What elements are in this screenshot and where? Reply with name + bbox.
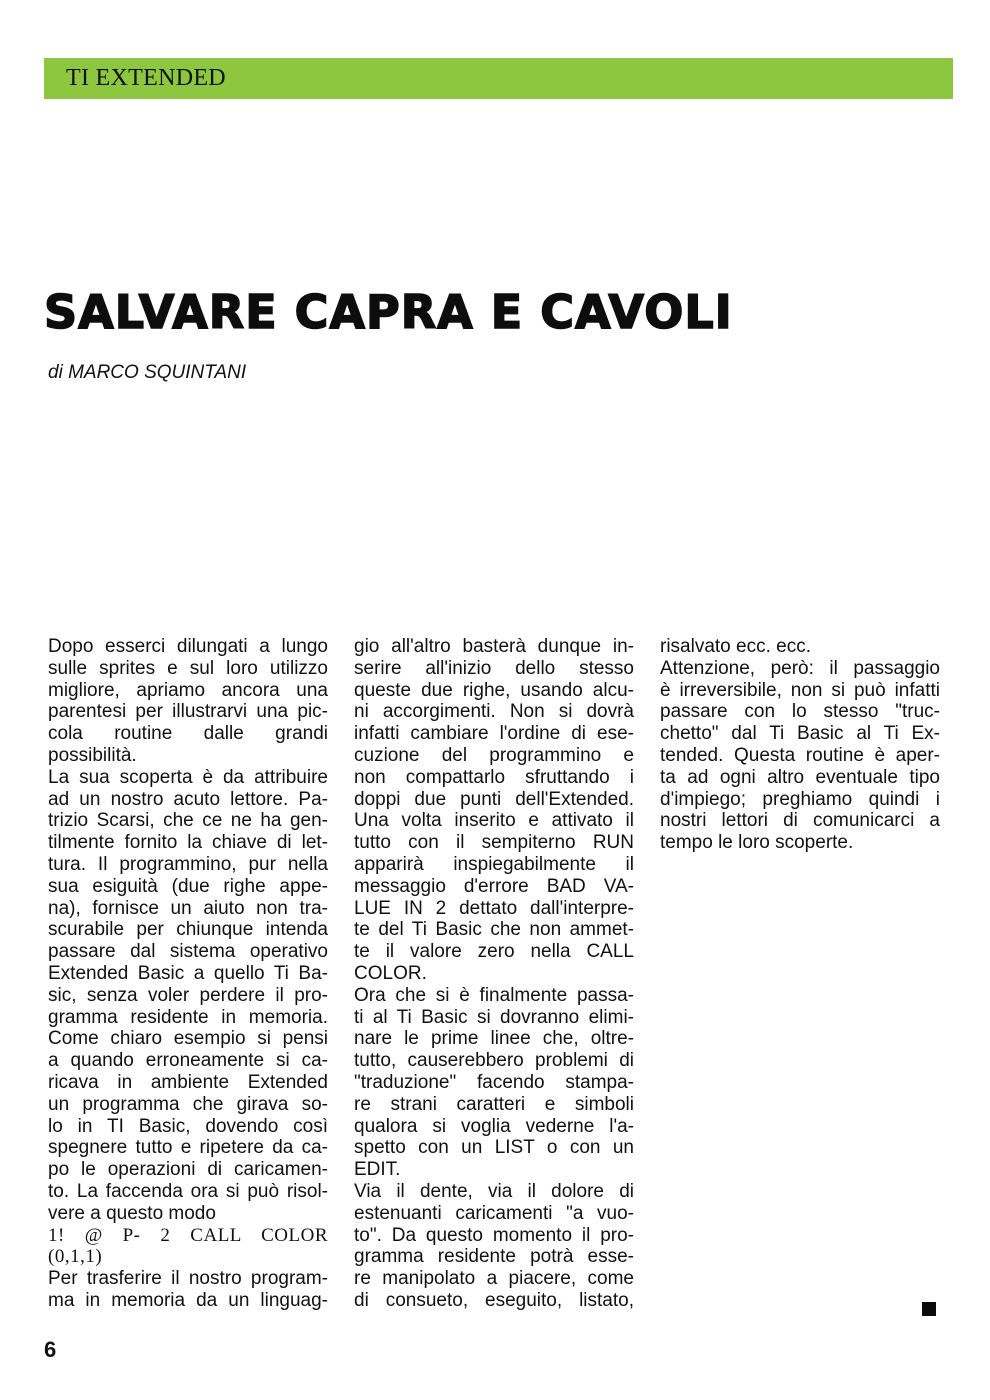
text-line: Ora che si è finalmente passa- bbox=[354, 984, 634, 1006]
page-number: 6 bbox=[44, 1337, 57, 1362]
article-byline: di MARCO SQUINTANI bbox=[48, 362, 247, 383]
end-of-article-square-icon bbox=[922, 1302, 936, 1316]
article-title: SALVARE CAPRA E CAVOLI bbox=[44, 285, 733, 339]
text-line: Come chiaro esempio si pensi bbox=[48, 1028, 328, 1050]
text-line: ma in memoria da un linguag- bbox=[48, 1289, 328, 1311]
text-line: Dopo esserci dilungati a lungo bbox=[48, 636, 328, 657]
text-line: sua esiguità (due righe appe- bbox=[48, 875, 328, 897]
text-line: parentesi per illustrarvi una pic- bbox=[48, 701, 328, 723]
text-line: doppi due punti dell'Extended. bbox=[354, 788, 634, 810]
text-line: COLOR. bbox=[354, 962, 427, 984]
text-line: tutto, causerebbero problemi di bbox=[354, 1050, 634, 1072]
text-line: ni accorgimenti. Non si dovrà bbox=[354, 701, 634, 723]
section-header-bar bbox=[44, 58, 953, 99]
text-line: d'impiego; preghiamo quindi i bbox=[660, 788, 940, 810]
text-line: apparirà inspiegabilmente il bbox=[354, 853, 634, 875]
text-line: Per trasferire il nostro program- bbox=[48, 1268, 328, 1290]
text-line: Via il dente, via il dolore di bbox=[354, 1180, 634, 1202]
text-line: queste due righe, usando alcu- bbox=[354, 679, 634, 701]
text-line: lo in TI Basic, dovendo così bbox=[48, 1115, 328, 1137]
text-line: infatti cambiare l'ordine di ese- bbox=[354, 723, 634, 745]
text-line: te del Ti Basic che non ammet- bbox=[354, 919, 634, 941]
text-line: Attenzione, però: il passaggio bbox=[660, 657, 940, 679]
article-column-1 bbox=[48, 636, 328, 1312]
text-line: qualora si voglia vederne l'a- bbox=[354, 1115, 634, 1137]
text-line: tempo le loro scoperte. bbox=[660, 832, 854, 854]
text-line: gramma residente in memoria. bbox=[48, 1006, 328, 1028]
text-line: "traduzione" facendo stampa- bbox=[354, 1071, 634, 1093]
text-line: cola routine dalle grandi bbox=[48, 723, 328, 745]
text-line: tended. Questa routine è aper- bbox=[660, 744, 940, 766]
text-line: estenuanti caricamenti "a vuo- bbox=[354, 1202, 634, 1224]
text-line: scurabile per chiunque intenda bbox=[48, 919, 328, 941]
text-line: to. La faccenda ora si può risol- bbox=[48, 1180, 328, 1202]
code-line: 1! @ P- 2 CALL COLOR bbox=[48, 1224, 328, 1246]
text-line: po le operazioni di caricamen- bbox=[48, 1159, 328, 1181]
text-line: Extended Basic a quello Ti Ba- bbox=[48, 962, 328, 984]
text-line: è irreversibile, non si può infatti bbox=[660, 679, 940, 701]
text-line: ta ad ogni altro eventuale tipo bbox=[660, 766, 940, 788]
text-line: a quando erroneamente si ca- bbox=[48, 1050, 328, 1072]
text-line: spegnere tutto e ripetere da ca- bbox=[48, 1137, 328, 1159]
text-line: La sua scoperta è da attribuire bbox=[48, 766, 328, 788]
text-line: ricava in ambiente Extended bbox=[48, 1071, 328, 1093]
text-line: cuzione del programmino e bbox=[354, 744, 634, 766]
section-label: TI EXTENDED bbox=[66, 65, 226, 91]
text-line: tilmente fornito la chiave di let- bbox=[48, 832, 328, 854]
text-line: re strani caratteri e simboli bbox=[354, 1093, 634, 1115]
text-line: di consueto, eseguito, listato, bbox=[354, 1289, 634, 1311]
article-column-3 bbox=[660, 636, 940, 854]
text-line: possibilità. bbox=[48, 744, 137, 766]
text-line: chetto" dal Ti Basic al Ti Ex- bbox=[660, 723, 940, 745]
text-line: messaggio d'errore BAD VA- bbox=[354, 875, 634, 897]
text-line: tura. Il programmino, pur nella bbox=[48, 853, 328, 875]
text-line: passare dal sistema operativo bbox=[48, 941, 328, 963]
text-line: un programma che girava so- bbox=[48, 1093, 328, 1115]
text-line: nostri lettori di comunicarci a bbox=[660, 810, 940, 832]
text-line: vere a questo modo bbox=[48, 1202, 216, 1224]
article-column-2 bbox=[354, 636, 634, 1312]
text-line: EDIT. bbox=[354, 1159, 401, 1181]
text-line: to". Da questo momento il pro- bbox=[354, 1224, 634, 1246]
text-line: passare con lo stesso "truc- bbox=[660, 701, 940, 723]
text-line: gramma residente potrà esse- bbox=[354, 1246, 634, 1268]
text-line: ad un nostro acuto lettore. Pa- bbox=[48, 788, 328, 810]
text-line: sic, senza voler perdere il pro- bbox=[48, 984, 328, 1006]
text-line: ti al Ti Basic si dovranno elimi- bbox=[354, 1006, 634, 1028]
text-line: gio all'altro basterà dunque in- bbox=[354, 636, 634, 657]
text-line: migliore, apriamo ancora una bbox=[48, 679, 328, 701]
text-line: risalvato ecc. ecc. bbox=[660, 636, 811, 657]
text-line: nare le prime linee che, oltre- bbox=[354, 1028, 634, 1050]
text-line: spetto con un LIST o con un bbox=[354, 1137, 634, 1159]
code-line: (0,1,1) bbox=[48, 1246, 103, 1268]
text-line: sulle sprites e sul loro utilizzo bbox=[48, 657, 328, 679]
text-line: trizio Scarsi, che ce ne ha gen- bbox=[48, 810, 328, 832]
text-line: na), fornisce un aiuto non tra- bbox=[48, 897, 328, 919]
text-line: re manipolato a piacere, come bbox=[354, 1268, 634, 1290]
text-line: non compattarlo sfruttando i bbox=[354, 766, 634, 788]
text-line: serire all'inizio dello stesso bbox=[354, 657, 634, 679]
text-line: LUE IN 2 dettato dall'interpre- bbox=[354, 897, 634, 919]
text-line: Una volta inserito e attivato il bbox=[354, 810, 634, 832]
text-line: tutto con il sempiterno RUN bbox=[354, 832, 634, 854]
text-line: te il valore zero nella CALL bbox=[354, 941, 634, 963]
